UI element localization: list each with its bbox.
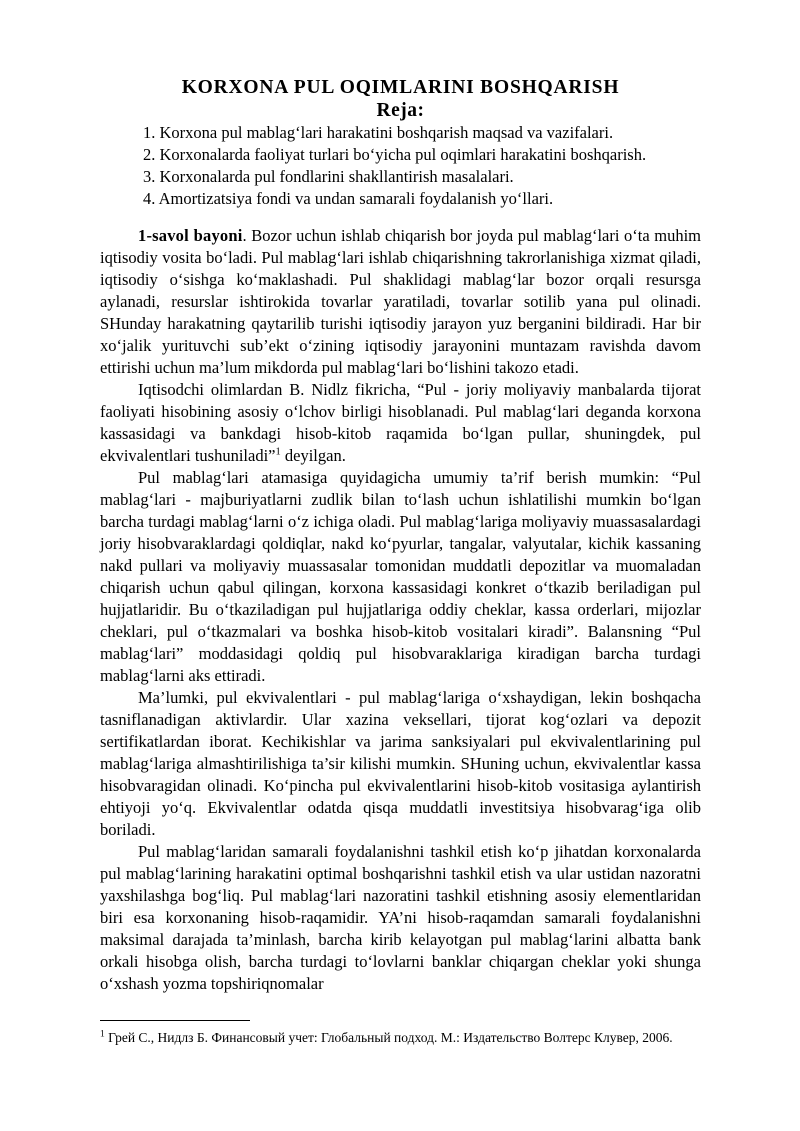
footnote-text: Грей С., Нидлз Б. Финансовый учет: Глобальный подход. М.: Издательство Волтерс Клувер, 2006. bbox=[104, 1030, 673, 1045]
footnote-separator bbox=[100, 1020, 250, 1021]
footnote bbox=[100, 1029, 701, 1046]
paragraph-2 bbox=[100, 379, 701, 467]
document-content bbox=[100, 76, 701, 995]
plan-list bbox=[143, 122, 701, 210]
paragraph-1 bbox=[100, 225, 701, 379]
paragraph-4: Ma’lumki, pul ekvivalentlari - pul mablag‘lariga o‘xshaydigan, lekin boshqacha tasniflanadigan aktivlardir. Ular xazina veksellari, tijorat kog‘ozlari va depozit sertifikatlardan iborat. Kechikishlar va jarima sanksiyalari pul ekvivalentlarining pul mablag‘lariga almashtirilishiga ta’sir kilishi mumkin. SHuning uchun, ekvivalentlar kassa hisobvaragidan olinadi. Ko‘pincha pul ekvivalentlarini hisob-kitob vositasiga aylantirish ehtiyoji yo‘q. Ekvivalentlar odatda qisqa muddatli investitsiya hisobvarag‘iga olib boriladi. bbox=[100, 688, 701, 839]
paragraph-1-lead: 1-savol bayoni bbox=[138, 226, 243, 245]
paragraph-2-text: Iqtisodchi olimlardan B. Nidlz fikricha, “Pul - joriy moliyaviy manbalarda tijorat faoliyati hisobining asosiy o‘lchov birligi hisoblanadi. Pul mablag‘lari deganda korxona kassasidagi va bankdagi hisob-kitob raqamida bo‘lgan pullar, shuningdek, pul ekvivalentlari tushuniladi” bbox=[100, 380, 701, 465]
document-body bbox=[100, 225, 701, 995]
page-title: KORXONA PUL OQIMLARINI BOSHQARISH bbox=[181, 77, 620, 98]
footnote-marker: 1 bbox=[100, 1029, 105, 1040]
plan-item-1: 1. Korxona pul mablag‘lari harakatini boshqarish maqsad va vazifalari. bbox=[143, 123, 614, 142]
paragraph-2-text-end: deyilgan. bbox=[280, 446, 346, 465]
plan-item-2: 2. Korxonalarda faoliyat turlari bo‘yicha pul oqimlari harakatini boshqarish. bbox=[143, 145, 647, 164]
paragraph-5: Pul mablag‘laridan samarali foydalanishni tashkil etish ko‘p jihatdan korxonalarda pul mablag‘larining harakatini optimal boshqarishni tashkil etish va ular ustidan nazoratni yaxshilashga bog‘liq. Pul mablag‘lari nazoratini tashkil etishning asosiy elementlaridan biri esa korxonaning hisob-raqamidir. YA’ni hisob-raqamdan samarali foydalanishni maksimal darajada ta’minlash, barcha kirib kelayotgan pul mablag‘larini albatta bank orkali hisobga olish, barcha turdagi to‘lovlarni banklar chiqargan cheklar yoki shunga o‘xshash yozma topshiriqnomalar bbox=[100, 842, 701, 993]
paragraph-3: Pul mablag‘lari atamasiga quyidagicha umumiy ta’rif berish mumkin: “Pul mablag‘lari - majburiyatlarni zudlik bilan to‘lash uchun ishlatilishi mumkin bo‘lgan barcha turdagi mablag‘larni o‘z ichiga oladi. Pul mablag‘lariga moliyaviy muassasalardagi joriy hisobvaraklardagi qoldiqlar, nakd ko‘pyurlar, tangalar, valyutalar, kichik kassaning nakd pullari va moliyaviy muassasalar tomonidan muddatli depozitlar va muomaladan chiqarish uchun qabul qilingan, korxona kassasidagi konkret o‘tkazib beriladigan pul hujjatlaridir. Bu o‘tkaziladigan pul hujjatlariga oddiy cheklar, kassa orderlari, mijozlar cheklari, pul o‘tkazmalari va boshka hisob-kitob vositalari kiradi”. Balansning “Pul mablag‘lari” moddasidagi qoldiq pul hisobvaraklariga kiradigan barcha turdagi mablag‘larni aks ettiradi. bbox=[100, 468, 701, 685]
footnote-reference-1: 1 bbox=[275, 446, 281, 458]
plan-item-4: 4. Amortizatsiya fondi va undan samarali foydalanish yo‘llari. bbox=[143, 189, 554, 208]
paragraph-1-text: . Bozor uchun ishlab chiqarish bor joyda pul mablag‘lari o‘ta muhim iqtisodiy vosita bo‘ladi. Pul mablag‘lari ishlab chiqarishning takrorlanishiga xizmat qiladi, iqtisodiy o‘sishga ko‘maklashadi. Pul shaklidagi mablag‘lar bozor orqali resursga aylanadi, resurslar ishtirokida tovarlar yaratiladi, tovarlar sotilib yana pul olinadi. SHunday harakatning qaytarilib turishi iqtisodiy jarayon yuz berganini bildiradi. Har bir xo‘jalik yurituvchi sub’ekt o‘zining iqtisodiy jarayonini muntazam ravishda davom ettirishi uchun ma’lum mikdorda pul mablag‘lari bo‘lishini takozo etadi. bbox=[100, 226, 701, 377]
plan-heading: Reja: bbox=[376, 100, 425, 121]
plan-item-3: 3. Korxonalarda pul fondlarini shakllantirish masalalari. bbox=[143, 167, 514, 186]
footnote-section bbox=[100, 1020, 701, 1046]
